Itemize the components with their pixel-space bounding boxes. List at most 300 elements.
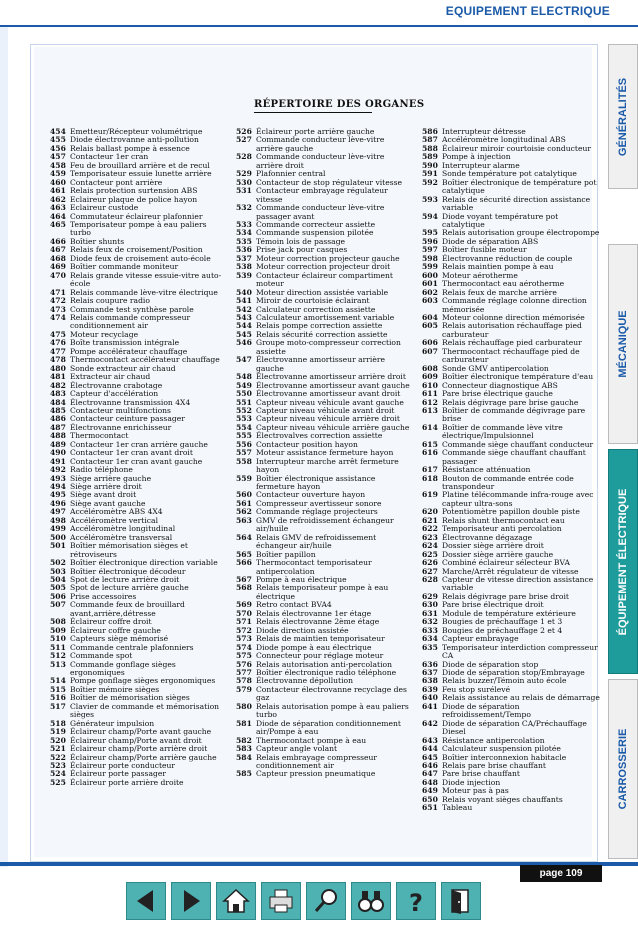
component-name: Accéléromètre ABS 4X4	[70, 507, 163, 517]
component-name: Relais électrovanne 1er étage	[256, 608, 372, 618]
component-number: 456	[50, 143, 66, 153]
component-number: 637	[422, 668, 438, 677]
print-button[interactable]	[261, 882, 301, 920]
component-number: 540	[236, 287, 252, 297]
component-number: 624	[422, 541, 438, 551]
component-name: Boîtier papillon	[256, 549, 316, 559]
component-entry	[422, 322, 600, 339]
component-name: Commande correcteur assiette	[256, 219, 376, 229]
tab-label: MÉCANIQUE	[617, 310, 629, 378]
component-name: Commande siège chauffant chauffant passager	[442, 448, 586, 466]
component-number: 597	[422, 245, 438, 255]
component-number: 468	[50, 253, 66, 263]
component-number: 592	[422, 177, 438, 187]
component-name: Contacteur 1er cran	[70, 152, 149, 162]
component-number: 576	[236, 659, 252, 669]
component-name: Relais protection surtension ABS	[70, 186, 198, 196]
component-name: Commande réglage colonne direction mémorisée	[442, 296, 587, 314]
component-name: Diode de séparation ABS	[442, 236, 539, 246]
component-name: Clavier de commande et mémorisation sièges	[70, 701, 220, 720]
component-name: Commande spot	[70, 651, 133, 661]
component-name: Diode voyant température pot catalytique	[442, 211, 559, 229]
component-name: Diode de séparation conditionnement air/Pompe à eau	[256, 718, 401, 737]
component-number: 581	[236, 718, 252, 728]
component-number: 616	[422, 448, 438, 458]
component-name: Électrovanne crabotage	[70, 380, 163, 390]
component-name: Boîtier électronique de température pot catalytique	[442, 177, 597, 196]
component-number: 475	[50, 329, 66, 339]
component-entry	[236, 153, 412, 170]
component-number: 639	[422, 684, 438, 694]
component-entry	[422, 576, 600, 593]
component-number: 490	[50, 448, 66, 458]
component-number: 649	[422, 786, 438, 796]
component-number: 467	[50, 245, 66, 255]
component-name: Éclaireur porte arrière droite	[70, 777, 184, 787]
component-name: Temporisateur anti percolation	[442, 524, 562, 534]
component-name: Pare brise chauffant	[442, 769, 520, 779]
component-number: 619	[422, 490, 438, 500]
component-number: 625	[422, 549, 438, 559]
component-number: 543	[236, 312, 252, 322]
component-number: 646	[422, 760, 438, 770]
component-name: Boîtier fusible moteur	[442, 245, 527, 255]
component-number: 613	[422, 405, 438, 415]
component-number: 470	[50, 270, 66, 280]
component-number: 607	[422, 346, 438, 356]
component-number: 615	[422, 439, 438, 449]
tab-generalites[interactable]	[608, 44, 638, 189]
component-entry	[422, 213, 600, 230]
component-number: 643	[422, 735, 438, 745]
component-number: 647	[422, 769, 438, 779]
arrow-right-icon	[176, 886, 206, 916]
component-name: Spot de lecture arrière gauche	[70, 583, 189, 593]
component-name: Pompe à eau électrique	[256, 575, 347, 585]
component-number: 642	[422, 718, 438, 728]
component-number: 566	[236, 558, 252, 568]
question-mark-icon	[401, 886, 431, 916]
component-entry	[236, 686, 412, 703]
component-number: 530	[236, 177, 252, 187]
component-entry	[422, 491, 600, 508]
component-number: 487	[50, 422, 66, 432]
next-page-button[interactable]	[171, 882, 211, 920]
component-name: Relais autorisation pompe à eau paliers turbo	[256, 701, 409, 720]
component-name: Calculateur correction assiette	[256, 304, 376, 314]
component-entry	[236, 272, 412, 289]
component-number: 558	[236, 456, 252, 466]
component-name: Moteur correction projecteur droit	[256, 262, 391, 272]
component-number: 645	[422, 752, 438, 762]
component-number: 527	[236, 135, 252, 145]
component-name: Moteur aérotherme	[442, 270, 518, 280]
component-name: Relais embrayage compresseur conditionnement air	[256, 752, 378, 770]
component-name: Diode feux de croisement auto-école	[70, 253, 211, 263]
component-name: Relais électrovanne 2ème étage	[256, 617, 380, 627]
component-name: Radio téléphone	[70, 465, 133, 475]
heading-underline	[254, 112, 372, 113]
component-number: 633	[422, 625, 438, 635]
component-number: 631	[422, 608, 438, 618]
component-number: 565	[236, 549, 252, 559]
component-name: Thermocontact	[70, 431, 129, 441]
component-name: Thermocontact réchauffage pied de carburateur	[442, 346, 580, 365]
component-name: Siège arrière gauche	[70, 473, 152, 483]
component-number: 538	[236, 262, 252, 272]
component-number: 476	[50, 338, 66, 348]
component-number: 574	[236, 642, 252, 652]
component-name: Éclaireur champ/Porte arrière droit	[70, 744, 208, 754]
component-number: 466	[50, 236, 66, 246]
component-number: 508	[50, 617, 66, 627]
component-name: Boîtier électronique radio téléphone	[256, 668, 397, 677]
component-name: Diode de séparation CA/Préchauffage Diesel	[442, 718, 587, 737]
component-number: 483	[50, 389, 66, 399]
home-button[interactable]	[216, 882, 256, 920]
component-name: Siège avant droit	[70, 490, 137, 500]
component-number: 510	[50, 634, 66, 644]
component-name: Éclaireur porte conducteur	[70, 760, 176, 770]
component-name: Capteur angle volant	[256, 744, 338, 754]
component-list-column-2	[236, 128, 412, 779]
component-name: Relais pompe correction assiette	[256, 321, 383, 331]
component-number: 489	[50, 439, 66, 449]
tab-carrosserie[interactable]	[608, 679, 638, 859]
component-name: Moteur colonne direction mémorisée	[442, 312, 585, 322]
left-margin-band	[0, 27, 8, 867]
home-icon	[221, 886, 251, 916]
component-number: 531	[236, 186, 252, 196]
component-number: 598	[422, 253, 438, 263]
tab-label: GÉNÉRALITÉS	[617, 77, 629, 156]
component-name: Boîtier électronique décodeur	[70, 566, 186, 576]
component-name: Commutateur éclaireur plafonnier	[70, 211, 203, 221]
component-name: Commande conducteur lève-vitre passager avant	[256, 203, 385, 221]
arrow-left-icon	[131, 886, 161, 916]
component-entry	[422, 804, 600, 812]
component-number: 544	[236, 321, 252, 331]
tab-equipement-electrique[interactable]	[608, 449, 638, 674]
component-name: Combiné éclaireur sélecteur BVA	[442, 558, 570, 568]
component-number: 573	[236, 634, 252, 644]
component-name: Pompe gonflage sièges ergonomiques	[70, 676, 216, 686]
component-name: Relais de maintien temporisateur	[256, 634, 385, 644]
component-name: Tableau	[442, 803, 473, 813]
component-name: Commande réglage projecteurs	[256, 507, 378, 517]
component-name: Relais pare brise chauffant	[442, 760, 546, 770]
component-number: 651	[422, 803, 438, 813]
component-name: Relais sécurité correction assiette	[256, 329, 388, 339]
component-number: 496	[50, 498, 66, 508]
component-entry	[50, 542, 222, 559]
component-number: 589	[422, 152, 438, 162]
component-entry	[422, 179, 600, 196]
component-number: 521	[50, 744, 66, 754]
component-name: Relais autorisation groupe électropompe	[442, 228, 600, 238]
component-name: Diode direction assistée	[256, 625, 349, 635]
component-name: Potentiomètre papillon double piste	[442, 507, 580, 517]
component-number: 473	[50, 304, 66, 314]
component-entry	[422, 407, 600, 424]
component-name: Boîtier shunts	[70, 236, 125, 246]
component-name: Miroir de courtoisie éclairant	[256, 296, 370, 306]
component-name: Moteur correction projecteur gauche	[256, 253, 400, 263]
component-number: 523	[50, 760, 66, 770]
binoculars-icon	[356, 886, 386, 916]
component-name: Bouton de commande entrée code transpondeur	[442, 473, 574, 492]
component-name: Contacteur 1er cran avant droit	[70, 448, 193, 458]
component-number: 605	[422, 321, 438, 331]
component-number: 586	[422, 127, 438, 136]
component-name: Électrovalves correction assiette	[256, 431, 383, 441]
component-entry	[50, 221, 222, 238]
component-entry	[236, 458, 412, 475]
component-number: 614	[422, 422, 438, 432]
component-name: Commande feux de brouillard avant,arrière,détresse	[70, 600, 185, 618]
component-name: Éclaireur miroir courtoisie conducteur	[442, 143, 591, 153]
section-title: EQUIPEMENT ELECTRIQUE	[445, 4, 610, 18]
component-number: 522	[50, 752, 66, 762]
component-number: 618	[422, 473, 438, 483]
tab-label: ÉQUIPEMENT ÉLECTRIQUE	[617, 488, 629, 635]
component-name: Contacteur multifonctions	[70, 405, 171, 415]
component-number: 617	[422, 465, 438, 475]
component-name: Connecteur diagnostique ABS	[442, 380, 558, 390]
component-name: Capteur niveau véhicule arrière gauche	[256, 422, 410, 432]
component-name: Résistance atténuation	[442, 465, 531, 475]
component-name: Pare brise électrique gauche	[442, 389, 553, 399]
component-name: Capteur d'accélération	[70, 389, 159, 399]
component-number: 583	[236, 744, 252, 754]
component-entry	[50, 661, 222, 678]
magnifier-icon	[311, 886, 341, 916]
component-number: 575	[236, 651, 252, 661]
component-name: Marche/Arrêt régulateur de vitesse	[442, 566, 579, 576]
component-name: Relais commande compresseur conditionnement air	[70, 312, 191, 331]
component-number: 560	[236, 490, 252, 500]
component-number: 567	[236, 575, 252, 585]
component-number: 572	[236, 625, 252, 635]
component-number: 635	[422, 642, 438, 652]
component-number: 511	[50, 642, 66, 652]
component-number: 590	[422, 160, 438, 170]
component-number: 634	[422, 634, 438, 644]
component-name: Boîtier de commande dégivrage pare brise	[442, 405, 586, 424]
component-number: 485	[50, 405, 66, 415]
help-button[interactable]	[396, 882, 436, 920]
component-number: 606	[422, 338, 438, 348]
component-name: Prise jack pour casques	[256, 245, 348, 255]
component-number: 464	[50, 211, 66, 221]
component-name: Contacteur ceinture passager	[70, 414, 185, 424]
component-entry	[236, 517, 412, 534]
component-number: 494	[50, 482, 66, 492]
section-tabs	[608, 44, 638, 864]
search-button[interactable]	[306, 882, 346, 920]
component-name: Thermocontact eau aérotherme	[442, 279, 565, 289]
component-name: Éclaireur coffre droit	[70, 617, 152, 627]
component-name: Boîtier mémoire sièges	[70, 684, 160, 694]
component-name: Diode injection	[442, 777, 501, 787]
component-name: Électrovanne amortisseur arrière gauche	[256, 355, 385, 373]
component-entry	[236, 754, 412, 771]
component-name: Relais buzzer/Témoin auto école	[442, 676, 567, 686]
component-name: Commande conducteur lève-vitre arrière gauche	[256, 135, 385, 153]
component-name: Éclaireur champ/Porte avant droit	[70, 735, 202, 745]
component-number: 609	[422, 372, 438, 382]
component-name: Diode de séparation stop/Embrayage	[442, 668, 585, 677]
component-number: 525	[50, 777, 66, 787]
component-entry	[236, 534, 412, 551]
component-number: 650	[422, 794, 438, 804]
binoculars-button[interactable]	[351, 882, 391, 920]
component-name: Commande siège chauffant conducteur	[442, 439, 594, 449]
component-name: Thermocontact accélérateur chauffage	[70, 355, 220, 365]
component-number: 640	[422, 693, 438, 703]
component-number: 469	[50, 262, 66, 272]
component-number: 555	[236, 431, 252, 441]
component-name: Éclaireur porte passager	[70, 769, 166, 779]
component-name: Électrovanne amortisseur arrière droit	[256, 372, 406, 382]
exit-button[interactable]	[441, 882, 481, 920]
component-number: 500	[50, 532, 66, 542]
component-name: Commande centrale plafonniers	[70, 642, 194, 652]
component-name: Diode de séparation stop	[442, 659, 539, 669]
component-entry	[422, 475, 600, 492]
component-number: 582	[236, 735, 252, 745]
component-name: Connecteur pour réglage moteur	[256, 651, 384, 661]
component-number: 559	[236, 473, 252, 483]
component-number: 579	[236, 684, 252, 694]
component-entry	[236, 703, 412, 720]
component-name: Diode électrovanne anti-pollution	[70, 135, 199, 145]
exit-door-icon	[446, 886, 476, 916]
component-number: 623	[422, 532, 438, 542]
component-number: 557	[236, 448, 252, 458]
component-name: Électrovanne dépollution	[256, 676, 353, 686]
component-name: Capteur niveau véhicule avant droit	[256, 405, 395, 415]
component-number: 514	[50, 676, 66, 686]
component-number: 595	[422, 228, 438, 238]
component-number: 528	[236, 152, 252, 162]
component-name: Commande test synthèse parole	[70, 304, 194, 314]
component-number: 620	[422, 507, 438, 517]
component-number: 568	[236, 583, 252, 593]
component-name: Boîtier électronique assistance fermeture hayon	[256, 473, 376, 492]
component-number: 486	[50, 414, 66, 424]
component-name: Calculateur amortissement variable	[256, 312, 395, 322]
component-name: Thermocontact temporisateur antipercolation	[256, 558, 372, 576]
component-name: Relais voyant sièges chauffants	[442, 794, 563, 804]
component-name: Sonde température pot catalytique	[442, 169, 577, 179]
component-number: 501	[50, 541, 66, 551]
component-entry	[422, 644, 600, 661]
component-number: 524	[50, 769, 66, 779]
component-entry	[422, 196, 600, 213]
component-number: 588	[422, 143, 438, 153]
component-name: Moteur pas à pas	[442, 786, 509, 796]
component-number: 552	[236, 405, 252, 415]
component-name: Interrupteur marche arrêt fermeture hayon	[256, 456, 399, 475]
component-name: Interrupteur détresse	[442, 127, 526, 136]
component-number: 627	[422, 566, 438, 576]
component-number: 517	[50, 701, 66, 711]
component-number: 561	[236, 498, 252, 508]
component-number: 492	[50, 465, 66, 475]
component-number: 629	[422, 591, 438, 601]
previous-page-button[interactable]	[126, 882, 166, 920]
component-number: 571	[236, 617, 252, 627]
component-name: Interrupteur alarme	[442, 160, 520, 170]
component-name: Feu de brouillard arrière et de recul	[70, 160, 210, 170]
component-name: Contacteur électrovanne recyclage des gaz	[256, 684, 407, 703]
component-name: Eclaireur custode	[70, 203, 139, 213]
component-entry	[236, 136, 412, 153]
component-name: Temporisateur interdiction compresseur CA	[442, 642, 598, 661]
component-name: Relais réchauffage pied carburateur	[442, 338, 582, 348]
component-name: Module de température extérieure	[442, 608, 576, 618]
component-number: 578	[236, 676, 252, 686]
component-name: Commande suspension pilotée	[256, 228, 374, 238]
component-number: 499	[50, 524, 66, 534]
component-name: GMV de refroidissement échangeur air/huile	[256, 515, 394, 534]
component-name: Relais temporisateur pompe à eau électrique	[256, 583, 389, 601]
component-number: 636	[422, 659, 438, 669]
component-name: Bougies de préchauffage 1 et 3	[442, 617, 563, 627]
component-list-column-3	[422, 128, 600, 813]
component-name: Siège arrière droit	[70, 482, 142, 492]
component-name: Sonde GMV antipercolation	[442, 363, 549, 373]
component-number: 553	[236, 414, 252, 424]
component-name: Relais dégivrage pare brise gauche	[442, 397, 579, 407]
component-name: Capteur niveau véhicule avant gauche	[256, 397, 404, 407]
component-name: Relais de sécurité direction assistance variable	[442, 194, 591, 213]
component-name: Groupe moto-compresseur correction assiette	[256, 338, 401, 356]
component-name: Contacteur 1er cran avant gauche	[70, 456, 203, 466]
component-number: 495	[50, 490, 66, 500]
tab-mecanique[interactable]	[608, 244, 638, 444]
component-number: 454	[50, 127, 66, 136]
component-number: 488	[50, 431, 66, 441]
component-name: Électrovanne amortisseur avant droit	[256, 389, 401, 399]
component-number: 604	[422, 312, 438, 322]
component-number: 505	[50, 583, 66, 593]
component-name: Relais coupure radio	[70, 296, 150, 306]
component-name: Temporisateur pompe à eau paliers turbo	[70, 219, 207, 238]
component-number: 638	[422, 676, 438, 686]
component-number: 608	[422, 363, 438, 373]
component-number: 493	[50, 473, 66, 483]
component-number: 533	[236, 219, 252, 229]
component-number: 580	[236, 701, 252, 711]
component-number: 520	[50, 735, 66, 745]
component-number: 628	[422, 575, 438, 585]
component-name: Boîtier commande moniteur	[70, 262, 179, 272]
top-bar	[0, 0, 638, 27]
component-number: 603	[422, 296, 438, 306]
component-number: 480	[50, 363, 66, 373]
component-name: Électrovanne dégazage	[442, 532, 533, 542]
component-number: 465	[50, 219, 66, 229]
component-entry	[236, 720, 412, 737]
component-name: Boîtier de mémorisation sièges	[70, 693, 190, 703]
component-name: Éclaireur porte arrière gauche	[256, 127, 375, 136]
component-name: Pompe accélérateur chauffage	[70, 346, 188, 356]
component-name: Moteur assistance fermeture hayon	[256, 448, 394, 458]
component-number: 506	[50, 591, 66, 601]
component-name: Boîtier mémorisation sièges et rétroviseurs	[70, 541, 188, 559]
